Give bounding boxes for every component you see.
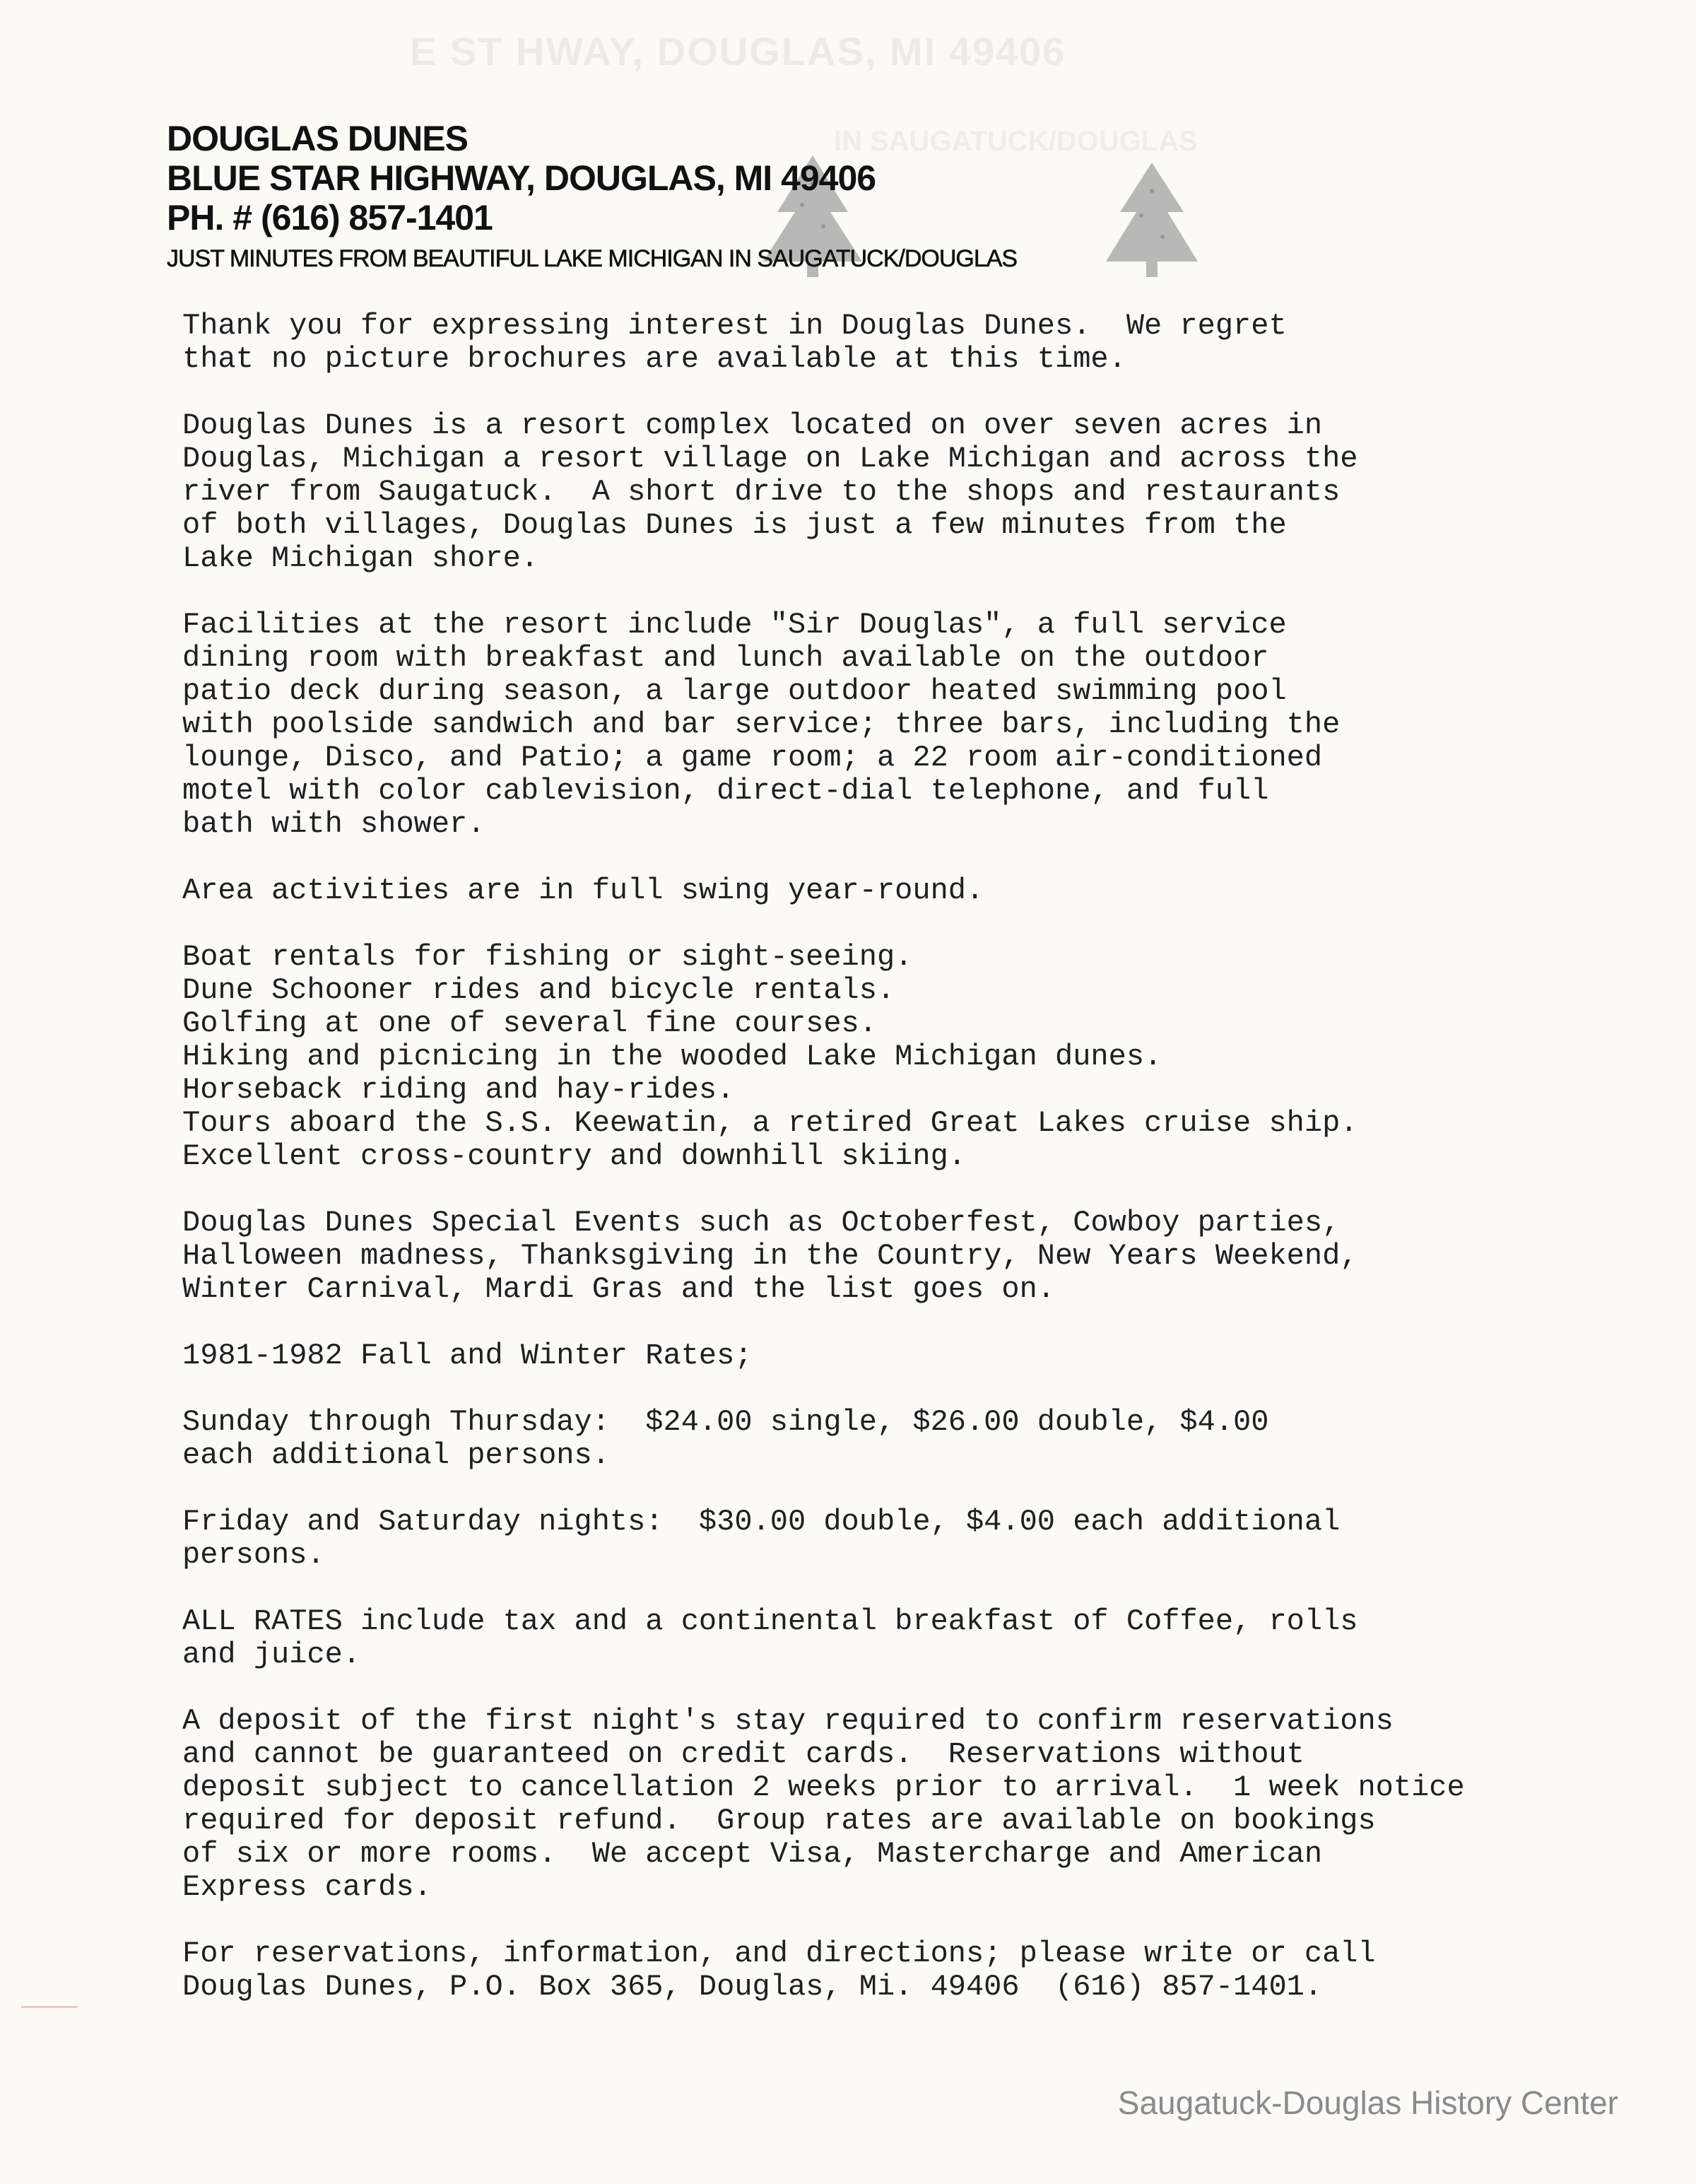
tagline: JUST MINUTES FROM BEAUTIFUL LAKE MICHIGAN IN SAUGATUCK/DOUGLAS xyxy=(167,245,1018,272)
list-item: Boat rentals for fishing or sight-seeing. xyxy=(182,940,913,974)
business-phone: PH. # (616) 857-1401 xyxy=(167,198,493,237)
location-paragraph: Douglas Dunes is a resort complex located on over seven acres in Douglas, Michigan a resort village on Lake Michigan and across the river from Saugatuck. A short drive to the shops and restaurants of both villages, Douglas Dunes is just a few minutes from the Lake Michigan shore. xyxy=(182,409,1358,575)
intro-paragraph: Thank you for expressing interest in Douglas Dunes. We regret that no picture brochures are available at this time. xyxy=(182,309,1287,376)
events-paragraph: Douglas Dunes Special Events such as Octoberfest, Cowboy parties, Halloween madness, Thanksgiving in the Country, New Years Weekend, Winter Carnival, Mardi Gras and the list goes on. xyxy=(182,1206,1358,1306)
rates-weekday: Sunday through Thursday: $24.00 single, $26.00 double, $4.00 each additional persons. xyxy=(182,1405,1269,1472)
list-item: Golfing at one of several fine courses. xyxy=(182,1006,877,1040)
list-item: Hiking and picnicing in the wooded Lake Michigan dunes. xyxy=(182,1040,1162,1074)
list-item: Tours aboard the S.S. Keewatin, a retired Great Lakes cruise ship. xyxy=(182,1106,1358,1140)
reverse-bleed-through: E ST HWAY, DOUGLAS, MI 49406 xyxy=(410,29,1066,74)
list-item: Excellent cross-country and downhill skiing. xyxy=(182,1139,966,1173)
list-item: Dune Schooner rides and bicycle rentals. xyxy=(182,973,895,1007)
rates-includes: ALL RATES include tax and a continental breakfast of Coffee, rolls and juice. xyxy=(182,1604,1358,1672)
business-name: DOUGLAS DUNES xyxy=(167,119,468,158)
rates-weekend: Friday and Saturday nights: $30.00 double, $4.00 each additional persons. xyxy=(182,1505,1341,1572)
activities-intro: Area activities are in full swing year-round. xyxy=(182,874,984,908)
letter-body xyxy=(182,310,1567,2037)
red-mark xyxy=(21,2006,78,2008)
facilities-paragraph: Facilities at the resort include "Sir Douglas", a full service dining room with breakfast and lunch available on the outdoor patio deck during season, a large outdoor heated swimming pool with poolside sandwich and bar service; three bars, including the lounge, Disco, and Patio; a game room; a 22 room air-conditioned motel with color cablevision, direct-dial telephone, and full bath with shower. xyxy=(182,608,1341,841)
archive-watermark: Saugatuck-Douglas History Center xyxy=(1117,2084,1618,2121)
letterhead xyxy=(167,119,1255,274)
rates-heading: 1981-1982 Fall and Winter Rates; xyxy=(182,1339,753,1373)
business-address: BLUE STAR HIGHWAY, DOUGLAS, MI 49406 xyxy=(167,158,876,198)
activities-list xyxy=(182,941,1567,1173)
reverse-bleed-through-2: IN SAUGATUCK/DOUGLAS xyxy=(834,126,1198,157)
deposit-paragraph: A deposit of the first night's stay required to confirm reservations and cannot be guaranteed on credit cards. Reservations without deposit subject to cancellation 2 weeks prior to arrival. 1 week notice required for deposit refund. Group rates are available on bookings of six or more rooms. We accept Visa, Mastercharge and American Express cards. xyxy=(182,1704,1465,1904)
list-item: Horseback riding and hay-rides. xyxy=(182,1073,735,1107)
contact-paragraph: For reservations, information, and directions; please write or call Douglas Dunes, P.O. Box 365, Douglas, Mi. 49406 (616) 857-1401. xyxy=(182,1937,1376,2004)
